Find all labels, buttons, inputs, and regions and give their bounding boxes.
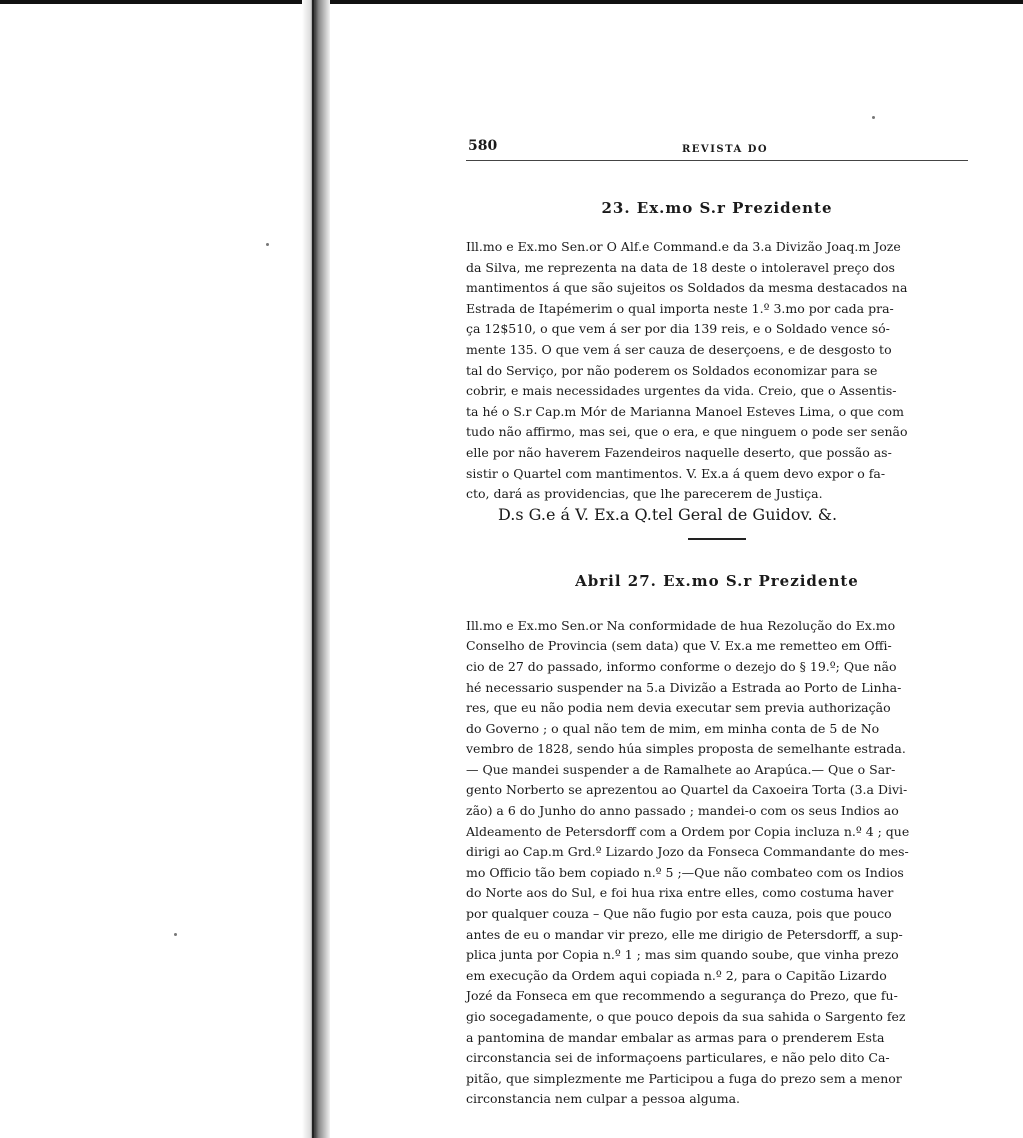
- text-line: ta hé o S.r Cap.m Mór de Marianna Manoel Esteves Lima, o que com: [466, 403, 904, 419]
- text-line: Ill.mo e Ex.mo Sen.or O Alf.e Command.e da 3.a Divizão Joaq.m Joze: [466, 239, 901, 254]
- scan-speck: [266, 243, 269, 246]
- text-line: tal do Serviço, por não poderem os Soldados economizar para se: [466, 362, 878, 378]
- book-gutter: [302, 0, 330, 1138]
- text-line: antes de eu o mandar vir prezo, elle me dirigio de Petersdorff, a sup-: [466, 926, 903, 942]
- section-heading: Abril 27. Ex.mo S.r Prezidente: [575, 571, 859, 590]
- text-line: mo Officio tão bem copiado n.º 5 ;—Que não combateo com os Indios: [466, 864, 904, 880]
- text-line: plica junta por Copia n.º 1 ; mas sim quando soube, que vinha prezo: [466, 947, 899, 963]
- text-line: gio socegadamente, o que pouco depois da sua sahida o Sargento fez: [466, 1009, 906, 1024]
- text-line: do Governo ; o qual não tem de mim, em minha conta de 5 de No: [466, 720, 880, 736]
- text-line: gento Norberto se aprezentou ao Quartel da Caxoeira Torta (3.a Divi-: [466, 782, 908, 798]
- text-line: Estrada de Itapémerim o qual importa neste 1.º 3.mo por cada pra-: [466, 300, 894, 316]
- text-line: mantimentos á que são sujeitos os Soldados da mesma destacados na: [466, 280, 908, 296]
- text-line: pitão, que simplezmente me Participou a fuga do prezo sem a menor: [466, 1070, 902, 1086]
- section-heading: 23. Ex.mo S.r Prezidente: [601, 199, 833, 217]
- section-separator: [688, 538, 746, 540]
- text-line: dirigi ao Cap.m Grd.º Lizardo Jozo da Fonseca Commandante do mes-: [466, 844, 909, 860]
- text-line: do Norte aos do Sul, e foi hua rixa entre elles, como costuma haver: [466, 885, 894, 901]
- scan-speck: [872, 116, 875, 119]
- text-line: sistir o Quartel com mantimentos. V. Ex.a á quem devo expor o fa-: [466, 465, 886, 481]
- text-line: mente 135. O que vem á ser cauza de deserçoens, e de desgosto to: [466, 341, 892, 357]
- letter-closing: D.s G.e á V. Ex.a Q.tel Geral de Guidov. &.: [498, 504, 838, 524]
- book-page: [466, 130, 968, 1110]
- top-edge-rule: [0, 0, 1023, 4]
- text-line: hé necessario suspender na 5.a Divizão a Estrada ao Porto de Linha-: [466, 679, 902, 695]
- text-line: zão) a 6 do Junho do anno passado ; mandei-o com os seus Indios ao: [466, 803, 899, 819]
- text-line: Conselho de Provincia (sem data) que V. Ex.a me remetteo em Offi-: [466, 638, 892, 654]
- gutter-fold-line: [312, 0, 314, 1138]
- text-line: cobrir, e mais necessidades urgentes da vida. Creio, que o Assentis-: [466, 383, 897, 399]
- text-line: — Que mandei suspender a de Ramalhete ao Arapúca.— Que o Sar-: [466, 761, 896, 777]
- text-line: Ill.mo e Ex.mo Sen.or Na conformidade de hua Rezolução do Ex.mo: [466, 617, 896, 633]
- text-line: Aldeamento de Petersdorff com a Ordem por Copia incluza n.º 4 ; que: [466, 823, 910, 839]
- running-header: [466, 130, 968, 161]
- text-line: tudo não affirmo, mas sei, que o era, e que ninguem o pode ser senão: [466, 424, 908, 440]
- running-head-title: REVISTA DO: [682, 144, 769, 155]
- text-line: res, que eu não podia nem devia executar sem previa authorização: [466, 700, 891, 716]
- text-line: cto, dará as providencias, que lhe parecerem de Justiça.: [466, 486, 823, 502]
- text-line: a pantomina de mandar embalar as armas para o prenderem Esta: [466, 1029, 885, 1045]
- letter-body: [466, 616, 968, 1110]
- page-number: 580: [468, 138, 498, 154]
- text-line: em execução da Ordem aqui copiada n.º 2, para o Capitão Lizardo: [466, 967, 887, 983]
- letter-body: [466, 237, 968, 505]
- text-line: vembro de 1828, sendo húa simples proposta de semelhante estrada.: [466, 741, 906, 757]
- text-line: elle por não haverem Fazendeiros naquelle deserto, que possão as-: [466, 444, 892, 460]
- text-line: por qualquer couza – Que não fugio por esta cauza, pois que pouco: [466, 906, 892, 922]
- text-line: circonstancia sei de informaçoens particulares, e não pelo dito Ca-: [466, 1050, 890, 1066]
- text-line: circonstancia nem culpar a pessoa alguma.: [466, 1091, 741, 1107]
- text-line: da Silva, me reprezenta na data de 18 deste o intoleravel preço dos: [466, 259, 895, 275]
- text-line: ça 12$510, o que vem á ser por dia 139 reis, e o Soldado vence só-: [466, 321, 890, 337]
- scan-speck: [174, 933, 177, 936]
- text-line: Jozé da Fonseca em que recommendo a segurança do Prezo, que fu-: [466, 988, 898, 1004]
- text-line: cio de 27 do passado, informo conforme o dezejo do § 19.º; Que não: [466, 658, 897, 674]
